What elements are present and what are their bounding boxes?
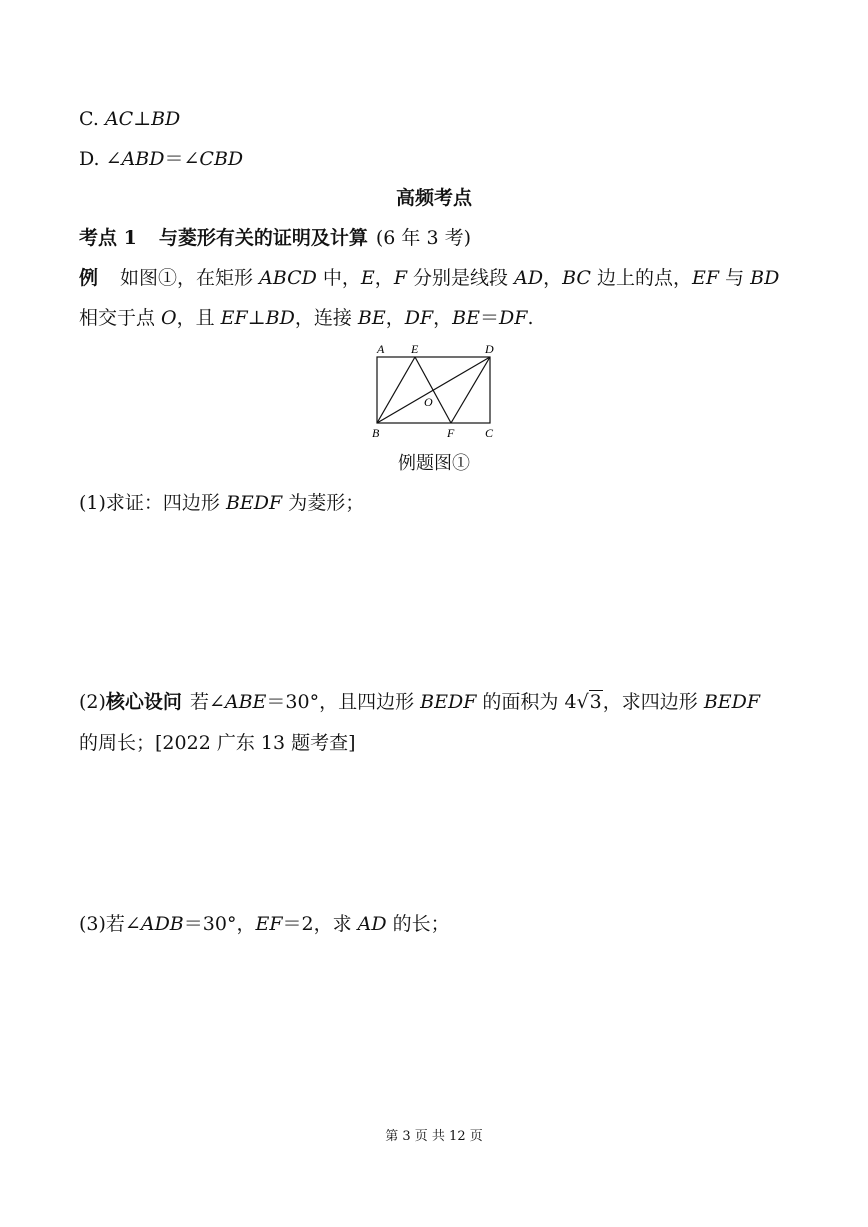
perp-symbol: ⊥ [247, 307, 266, 329]
core-question-tag: 核心设问 [105, 691, 182, 713]
text: 与 [719, 267, 751, 289]
text: 相交于点 [79, 307, 162, 329]
text: ， [374, 267, 394, 289]
text: ， [543, 267, 563, 289]
option-d-angle2: CBD [199, 148, 244, 170]
math: EF [691, 267, 720, 289]
label-e: E [411, 342, 419, 356]
question-3 [79, 911, 450, 937]
example-label: 例 [79, 267, 99, 289]
figure-caption: 例题图① [398, 453, 470, 474]
example-line-2 [79, 305, 533, 331]
option-c-prefix: C. [79, 108, 105, 130]
math: AD [357, 913, 387, 935]
geometry-figure [368, 340, 498, 442]
math: E [360, 267, 375, 289]
question-2-line-2 [79, 730, 356, 756]
equals-sign: ＝ [164, 148, 184, 170]
math: BEDF [225, 492, 283, 514]
math: BD [750, 267, 780, 289]
math: BE [452, 307, 480, 329]
option-d [79, 146, 243, 172]
math: DF [404, 307, 434, 329]
label-a: A [377, 342, 385, 356]
text: (2) [79, 691, 106, 713]
math: BEDF [703, 691, 761, 713]
label-c: C [485, 426, 494, 440]
sqrt-expression: √3 [576, 691, 602, 713]
kaodian-line [79, 225, 471, 251]
segment-ef [415, 357, 451, 423]
text: (1)求证：四边形 [79, 492, 226, 514]
question-2-line-1 [79, 689, 760, 715]
option-c-expr-a: AC [104, 108, 134, 130]
math: EF [255, 913, 283, 935]
math: BEDF [420, 691, 477, 713]
equals-sign: ＝ [480, 307, 500, 329]
option-c-perp: ⊥ [133, 108, 152, 130]
angle-symbol: ∠ [105, 148, 122, 170]
text: ， [433, 307, 453, 329]
text: 的面积为 4 [476, 691, 577, 713]
math: O [161, 307, 177, 329]
math: AD [514, 267, 544, 289]
sqrt-radicand: 3 [589, 691, 602, 713]
text: ＝30°，且四边形 [266, 691, 421, 713]
text: (3)若∠ [79, 913, 141, 935]
label-f: F [447, 426, 455, 440]
source-bracket: [2022 广东 13 题考查] [155, 732, 356, 754]
kaodian-label: 考点 1 [79, 227, 137, 249]
option-d-prefix: D. [79, 148, 106, 170]
label-o: O [424, 395, 433, 409]
kaodian-title: 与菱形有关的证明及计算 [158, 227, 368, 249]
math: EF [220, 307, 248, 329]
section-heading: 高频考点 [395, 187, 472, 209]
question-1 [79, 490, 364, 516]
text: 如图①，在矩形 [120, 267, 260, 289]
text: ， [385, 307, 405, 329]
text: 若∠ [189, 691, 225, 713]
math: ABE [224, 691, 267, 713]
text: ，求四边形 [602, 691, 704, 713]
text: ，且 [176, 307, 221, 329]
text: 为菱形； [282, 492, 365, 514]
text: ＝30°， [183, 913, 256, 935]
page-footer: 第 3 页 共 12 页 [385, 1129, 483, 1144]
label-b: B [372, 426, 380, 440]
text: . [527, 307, 534, 329]
text: 的周长； [79, 732, 156, 754]
segment-be [377, 357, 415, 423]
math: ADB [140, 913, 184, 935]
figure-svg [368, 340, 498, 442]
option-c [79, 106, 180, 132]
text: 分别是线段 [407, 267, 515, 289]
math: ABCD [259, 267, 317, 289]
segment-df [451, 357, 490, 423]
label-d: D [485, 342, 494, 356]
example-line-1 [79, 265, 779, 291]
math: F [393, 267, 407, 289]
text: ＝2，求 [282, 913, 358, 935]
angle-symbol: ∠ [183, 148, 200, 170]
math: BC [562, 267, 591, 289]
math: BD [265, 307, 295, 329]
text: 边上的点， [590, 267, 692, 289]
option-c-expr-b: BD [151, 108, 181, 130]
text: 中， [316, 267, 361, 289]
text: ，连接 [294, 307, 358, 329]
text: 的长； [386, 913, 450, 935]
math: DF [499, 307, 528, 329]
kaodian-note: (6 年 3 考) [375, 227, 471, 249]
math: BE [357, 307, 386, 329]
option-d-angle1: ABD [121, 148, 165, 170]
